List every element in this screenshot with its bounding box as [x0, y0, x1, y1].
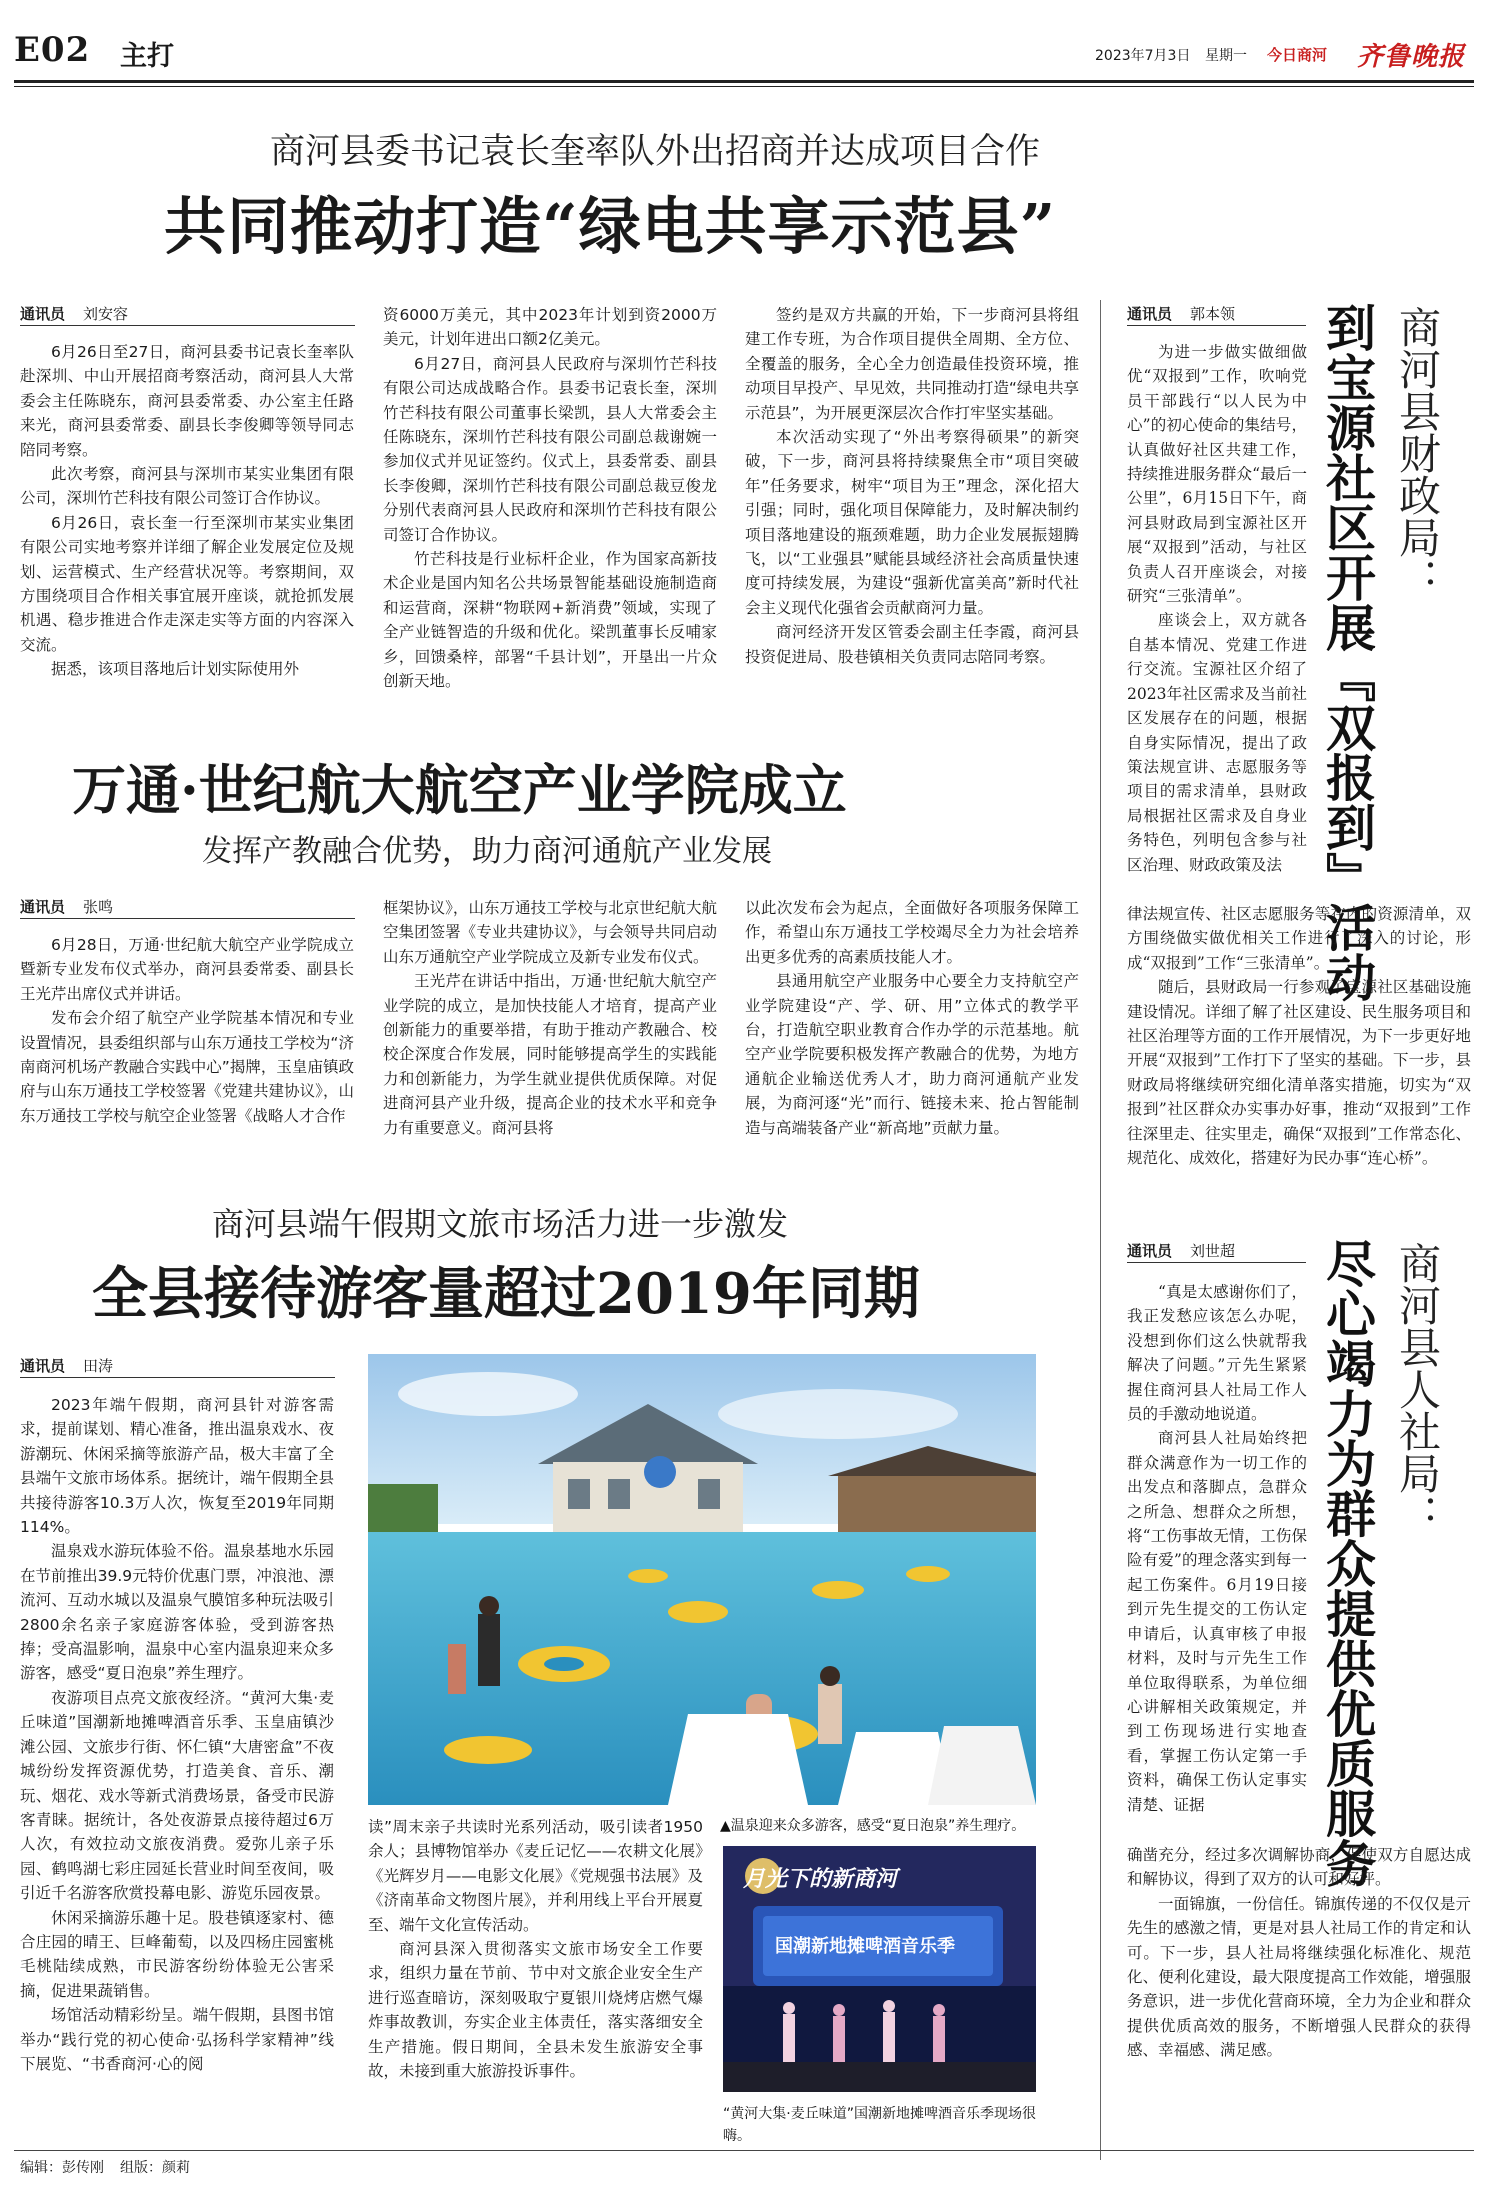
- article3-col1: 2023年端午假期，商河县针对游客需求，提前谋划、精心准备，推出温泉戏水、夜游潮玩、休闲采摘等旅游产品，极大丰富了全县端午文旅市场体系。据统计，端午假期全县共接待游客10.3万人次，恢复至2019年同期114%。 温泉戏水游玩体验不俗。温泉基地水乐园在节前推出39.9元特价优惠门票，冲浪池、漂流河、互动水城以及温泉气膜馆多种玩法吸引2800余名亲子家庭游客体验，受到游客热捧；受高温影响，温泉中心室内温泉迎来众多游客，感受“夏日泡泉”养生理疗。 夜游项目点亮文旅夜经济。“黄河大集·麦丘味道”国潮新地摊啤酒音乐季、玉皇庙镇沙滩公园、文旅步行街、怀仁镇“大唐密盒”不夜城纷纷发挥资源优势，打造美食、音乐、潮玩、烟花、戏水等新式消费场景，备受市民游客青睐。据统计，各处夜游景点接待超过6万人次，有效拉动文旅夜消费。爱弥儿亲子乐园、鹤鸣湖七彩庄园延长营业时间至夜间，吸引近千名游客欣赏投幕电影、游览乐园夜景。 休闲采摘游乐趣十足。股巷镇逐家村、德合庄园的晴王、巨峰葡萄，以及四杨庄园蜜桃毛桃陆续成熟，市民游客纷纷体验无公害采摘，促进果蔬销售。 场馆活动精彩纷呈。端午假期，县图书馆举办“践行党的初心使命·弘扬科学家精神”线下展览、“书香商河·心的阅: [20, 1396, 334, 2073]
- stage-banner-text: 月光下的新商河: [743, 1866, 898, 1892]
- side1-byline: 通讯员 郭本领: [1127, 303, 1306, 326]
- footer-rule: [14, 2150, 1474, 2151]
- article2-subhead: 发挥产教融合优势，助力商河通航产业发展: [202, 834, 772, 869]
- article1-col1: 6月26日至27日，商河县委书记袁长奎率队赴深圳、中山开展招商考察活动，商河县人大常委会主任陈晓东，商河县委常委、办公室主任路来光，商河县委常委、副县长李俊卿等领导同志陪同考察。 此次考察，商河县与深圳市某实业集团有限公司，深圳竹芒科技有限公司签订合作协议。 6月26日，袁长奎一行至深圳市某实业集团有限公司实地考察并详细了解企业发展定位及规划、运营模式、生产经营状况等。考察期间，双方围绕项目合作相关事宜展开座谈，就抢抓发展机遇、稳步推进合作走深走实等方面的内容深入交流。 据悉，该项目落地后计划实际使用外: [20, 343, 354, 679]
- photo2-caption: “黄河大集·麦丘味道”国潮新地摊啤酒音乐季现场很嗨。: [723, 2106, 1036, 2144]
- article2-col1: 6月28日，万通·世纪航大航空产业学院成立暨新专业发布仪式举办，商河县委常委、副县长王光芹出席仪式并讲话。 发布会介绍了航空产业学院基本情况和专业设置情况，县委组织部与山东万通技工学校为“济南商河机场产教融合实践中心”揭牌，玉皇庙镇政府与山东万通技工学校签署《党建共建协议》，山东万通技工学校与航空企业签署《战略人才合作: [20, 936, 354, 1125]
- article2-col2: 框架协议》，山东万通技工学校与北京世纪航大航空集团签署《专业共建协议》，与会领导共同启动山东万通航空产业学院成立及新专业发布仪式。 王光芹在讲话中指出，万通·世纪航大航空产业学院的成立，是加快技能人才培育，提高产业创新能力的重要举措，有助于推动产教融合、校校企深度合作发展，同时能够提高学生的实践能力和创新能力，为学生就业提供优质保障。对促进商河县产业升级，提高企业的技术水平和竞争力有重要意义。商河县将: [383, 899, 717, 1137]
- article3-byline: 通讯员 田涛: [20, 1355, 335, 1378]
- page-number: E02: [14, 30, 91, 70]
- header-rule-thin: [14, 86, 1474, 87]
- side-divider: [1100, 300, 1101, 2160]
- stage-sign-text: 国潮新地摊啤酒音乐季: [775, 1936, 955, 1957]
- article3-kicker: 商河县端午假期文旅市场活力进一步激发: [212, 1205, 789, 1243]
- footer-layout: 组版：颜莉: [120, 2160, 190, 2176]
- article1-col3: 签约是双方共赢的开始，下一步商河县将组建工作专班，为合作项目提供全周期、全方位、全覆盖的服务，全心全力创造最佳投资环境，推动项目早投产、早见效，共同推动打造“绿电共享示范县”，为开展更深层次合作打牢坚实基础。 本次活动实现了“外出考察得硕果”的新突破，下一步，商河县将持续聚焦全市“项目突破年”任务要求，树牢“项目为王”理念，深化招大引强；同时，强化项目保障能力，及时解决制约项目落地建设的瓶颈难题，助力企业发展振翅腾飞，以“工业强县”赋能县域经济社会高质量快速度可持续发展，为建设“强新优富美高”新时代社会主义现代化强省会贡献商河力量。 商河经济开发区管委会副主任李霞，商河县投资促进局、股巷镇相关负责同志陪同考察。: [745, 306, 1079, 666]
- side1-headline: 到宝源社区开展『双报到』活动: [1318, 302, 1377, 1002]
- article2-byline: 通讯员 张鸣: [20, 896, 355, 919]
- side2-headline: 尽心竭力为群众提供优质服务: [1318, 1238, 1377, 1888]
- side2-byline: 通讯员 刘世超: [1127, 1240, 1306, 1263]
- side1-kicker: 商河县财政局：: [1393, 306, 1442, 600]
- article1-col2: 资6000万美元，其中2023年计划到资2000万美元，计划年进出口额2亿美元。 6月27日，商河县人民政府与深圳竹芒科技有限公司达成战略合作。县委书记袁长奎，深圳竹芒科技有限公司董事长梁凯，县人大常委会主任陈晓东，深圳竹芒科技有限公司副总裁谢婉一参加仪式并见证签约。仪式上，县委常委、副县长李俊卿，深圳竹芒科技有限公司副总裁豆俊龙分别代表商河县人民政府和深圳竹芒科技有限公司签订合作协议。 竹芒科技是行业标杆企业，作为国家高新技术企业是国内知名公共场景智能基础设施制造商和运营商，深耕“物联网+新消费”领域，实现了全产业链智造的升级和优化。梁凯董事长反哺家乡，回馈桑梓，部署“千县计划”，开垦出一片众创新天地。: [383, 306, 717, 691]
- side2-kicker: 商河县人社局：: [1393, 1242, 1442, 1536]
- side2-body-narrow: “真是太感谢你们了，我正发愁应该怎么办呢，没想到你们这么快就帮我解决了问题。”亓先生紧紧握住商河县人社局工作人员的手激动地说道。 商河县人社局始终把群众满意作为一切工作的出发点和落脚点，急群众之所急、想群众之所想，将“工伤事故无情，工伤保险有爱”的理念落实到每一起工伤案件。6月19日接到亓先生提交的工伤认定申请后，认真审核了申报材料，及时与亓先生工作单位取得联系，为单位细心讲解相关政策规定，并到工伤现场进行实地查看，掌握工伤认定第一手资料，确保工伤认定事实清楚、证据: [1127, 1283, 1307, 1814]
- photo1-caption: ▲温泉迎来众多游客，感受“夏日泡泉”养生理疗。: [720, 1818, 1026, 1834]
- article3-headline: 全县接待游客量超过2019年同期: [92, 1261, 920, 1327]
- header-edition: 今日商河: [1267, 46, 1328, 64]
- header-rule: [14, 80, 1474, 83]
- side1-body-narrow: 为进一步做实做细做优“双报到”工作，吹响党员干部践行“以人民为中心”的初心使命的集结号，认真做好社区共建工作，持续推进服务群众“最后一公里”，6月15日下午，商河县财政局到宝源社区开展“双报到”活动，与社区负责人召开座谈会，对接研究“三张清单”。 座谈会上，双方就各自基本情况、党建工作进行交流。宝源社区介绍了2023年社区需求及当前社区发展存在的问题，根据自身实际情况，提出了政策法规宣讲、志愿服务等项目的需求清单，县财政局根据社区需求及自身业务特色，列明包含参与社区治理、财政政策及法: [1127, 343, 1307, 874]
- section-name: 主打: [120, 41, 174, 72]
- article1-byline: 通讯员 刘安容: [20, 303, 355, 326]
- stage-photo: [723, 1846, 1036, 2092]
- newspaper-logo: 齐鲁晚报: [1357, 42, 1466, 72]
- article2-col3: 以此次发布会为起点，全面做好各项服务保障工作，希望山东万通技工学校竭尽全力为社会培养出更多优秀的高素质技能人才。 县通用航空产业服务中心要全力支持航空产业学院建设“产、学、研、用”立体式的教学平台，打造航空职业教育合作办学的示范基地。航空产业学院要积极发挥产教融合的优势，为地方通航企业输送优秀人才，助力商河通航产业发展，为商河逐“光”而行、链接未来、抢占智能制造与高端装备产业“新高地”贡献力量。: [745, 899, 1079, 1137]
- article1-kicker: 商河县委书记袁长奎率队外出招商并达成项目合作: [270, 132, 1041, 172]
- article2-headline: 万通·世纪航大航空产业学院成立: [72, 758, 847, 822]
- article1-headline: 共同推动打造“绿电共享示范县”: [164, 190, 1057, 263]
- pool-photo: [368, 1354, 1036, 1805]
- side1-body-wide: 律法规宣传、社区志愿服务等在内的资源清单，双方围绕做实做优相关工作进行了深入的讨论，形成“双报到”工作“三张清单”。 随后，县财政局一行参观了宝源社区基础设施建设情况。详细了解了社区建设、民生服务项目和社区治理等方面的工作开展情况，为下一步更好地开展“双报到”工作打下了坚实的基础。下一步，县财政局将继续研究细化清单落实措施，切实为“双报到”社区群众办实事办好事，推动“双报到”工作往深里走、往实里走，确保“双报到”工作常态化、规范化、成效化，搭建好为民办事“连心桥”。: [1127, 905, 1471, 1168]
- side2-body-wide: 确凿充分，经过多次调解协商，促使双方自愿达成和解协议，得到了双方的认可和好评。 一面锦旗，一份信任。锦旗传递的不仅仅是亓先生的感激之情，更是对县人社局工作的肯定和认可。下一步，县人社局将继续强化标准化、规范化、便利化建设，最大限度提高工作效能，增强服务意识，进一步优化营商环境，全力为企业和群众提供优质高效的服务，不断增强人民群众的获得感、幸福感、满足感。: [1127, 1846, 1471, 2060]
- header-date: 2023年7月3日: [1095, 48, 1191, 64]
- footer-editor: 编辑：彭传刚: [20, 2160, 104, 2176]
- article3-col2: 读”周末亲子共读时光系列活动，吸引读者1950余人；县博物馆举办《麦丘记忆——农耕文化展》《光辉岁月——电影文化展》《党规强书法展》及《济南革命文物图片展》，并利用线上平台开展夏至、端午文化宣传活动。 商河县深入贯彻落实文旅市场安全工作要求，组织力量在节前、节中对文旅企业安全生产进行巡查暗访，深刻吸取宁夏银川烧烤店燃气爆炸事故教训，夯实企业主体责任，落实落细安全生产措施。假日期间，全县未发生旅游安全事故，未接到重大旅游投诉事件。: [368, 1818, 703, 2081]
- header-weekday: 星期一: [1205, 48, 1247, 64]
